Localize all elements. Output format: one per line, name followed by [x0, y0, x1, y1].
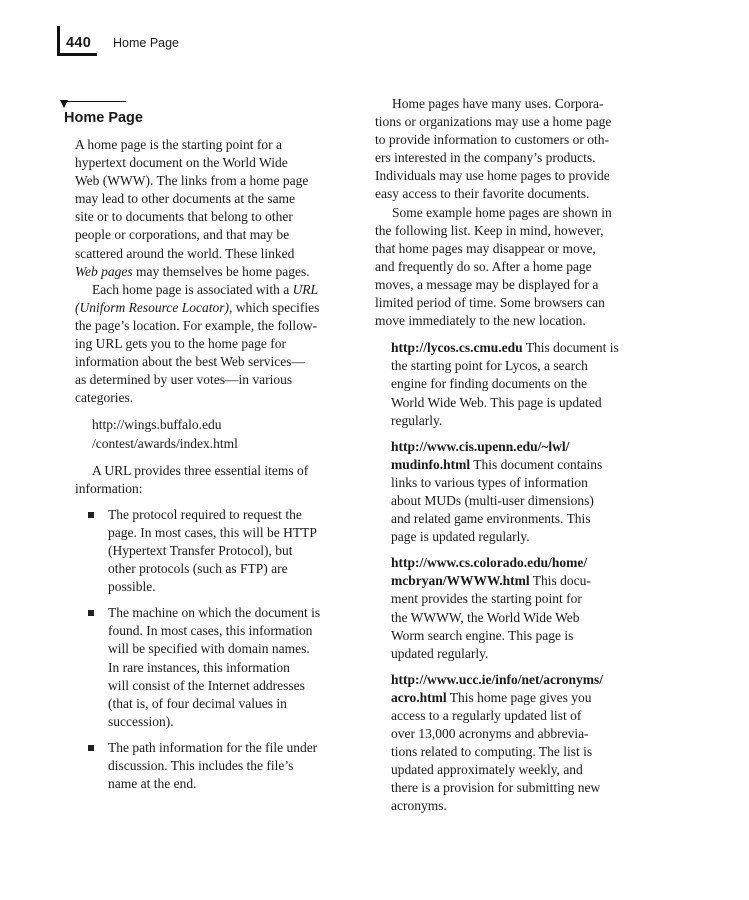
text-line: that home pages may disappear or move, — [375, 240, 596, 256]
site-entry-lycos: http://lycos.cs.cmu.edu This document is the starting point for Lycos, a search engine for finding documents on the World Wide Web. This page is updated regularly. — [391, 340, 619, 428]
text-line: the following list. Keep in mind, however, — [375, 222, 604, 238]
text-line: moves, a message may be displayed for a — [375, 276, 599, 292]
bullet-item-machine: The machine on which the document is found. In most cases, this information will be specified with domain names. In rare instances, this information will consist of the Internet addresses (that is, of four decimal values in succession). — [75, 604, 347, 731]
text-line: (Uniform Resource Locator), which specifies — [75, 299, 320, 315]
url-line: http://wings.buffalo.edu — [92, 417, 222, 433]
url-items-paragraph — [75, 462, 347, 498]
text-line: Web pages may themselves be home pages. — [75, 263, 310, 279]
bullet-item-path: The path information for the file under discussion. This includes the file’s name at the end. — [75, 739, 347, 793]
text-line: Home pages have many uses. Corpora- — [392, 96, 604, 111]
header-rule-horizontal — [57, 53, 97, 56]
text-line: easy access to their favorite documents. — [375, 186, 590, 202]
url-paragraph — [75, 281, 347, 408]
text-line: and frequently do so. After a home page — [375, 258, 592, 274]
text-line: A home page is the starting point for a — [75, 137, 282, 152]
entry-title: Home Page — [64, 110, 143, 126]
text-line: information: — [75, 480, 143, 496]
text-line: hypertext document on the World Wide — [75, 155, 288, 171]
text-line: ers interested in the company’s products. — [375, 150, 596, 166]
text-line: tions or organizations may use a home page — [375, 114, 612, 130]
page-number: 440 — [66, 35, 92, 51]
text-line: Individuals may use home pages to provide — [375, 168, 610, 184]
running-title: Home Page — [113, 36, 180, 50]
site-entry-wwww: http://www.cs.colorado.edu/home/ mcbryan/WWWW.html This docu- ment provides the starting point for the WWWW, the World Wide Web Worm search engine. This page is updated regularly. — [391, 555, 591, 661]
text-line: move immediately to the new location. — [375, 313, 586, 329]
bullet-list — [75, 506, 347, 793]
examples-paragraph — [375, 204, 645, 331]
entry-marker — [60, 100, 126, 110]
bullet-item-protocol: The protocol required to request the page. In most cases, this will be HTTP (Hypertext Transfer Protocol), but other protocols (such as FTP) are possible. — [75, 506, 347, 596]
text-line: information about the best Web services— — [75, 354, 305, 370]
text-line: site or to documents that belong to other — [75, 209, 293, 225]
url-line: /contest/awards/index.html — [92, 435, 238, 451]
text-line: may lead to other documents at the same — [75, 191, 296, 207]
text-line: categories. — [75, 390, 134, 406]
header-rule-vertical — [57, 26, 60, 56]
square-bullet-icon — [88, 745, 94, 751]
entry-rule — [66, 101, 126, 102]
text-line: to provide information to customers or oth- — [375, 132, 609, 148]
square-bullet-icon — [88, 512, 94, 518]
left-column — [75, 136, 347, 801]
text-line: limited period of time. Some browsers can — [375, 295, 605, 311]
site-entry-acronyms: http://www.ucc.ie/info/net/acronyms/ acro.html This home page gives you access to a regularly updated list of over 13,000 acronyms and abbrevia- tions related to computing. The list is updated approximately weekly, and there is a provision for submitting new acronyms. — [391, 671, 603, 814]
right-column — [375, 95, 645, 816]
text-line: Web (WWW). The links from a home page — [75, 173, 309, 189]
text-line: A URL provides three essential items of — [92, 462, 309, 478]
example-url — [92, 416, 347, 452]
text-line: Some example home pages are shown in — [392, 204, 612, 220]
uses-paragraph — [375, 95, 645, 204]
intro-paragraph — [75, 136, 347, 281]
text-line: as determined by user votes—in various — [75, 372, 293, 388]
square-bullet-icon — [88, 610, 94, 616]
text-line: people or corporations, and that may be — [75, 227, 290, 243]
text-line: Each home page is associated with a URL — [92, 281, 319, 297]
text-line: ing URL gets you to the home page for — [75, 336, 286, 352]
text-line: scattered around the world. These linked — [75, 245, 295, 261]
text-line: the page’s location. For example, the follow- — [75, 317, 318, 333]
site-entry-mudinfo: http://www.cis.upenn.edu/~lwl/ mudinfo.html This document contains links to various types of information about MUDs (multi-user dimensions) and related game environments. This page is updated regularly. — [391, 438, 603, 545]
